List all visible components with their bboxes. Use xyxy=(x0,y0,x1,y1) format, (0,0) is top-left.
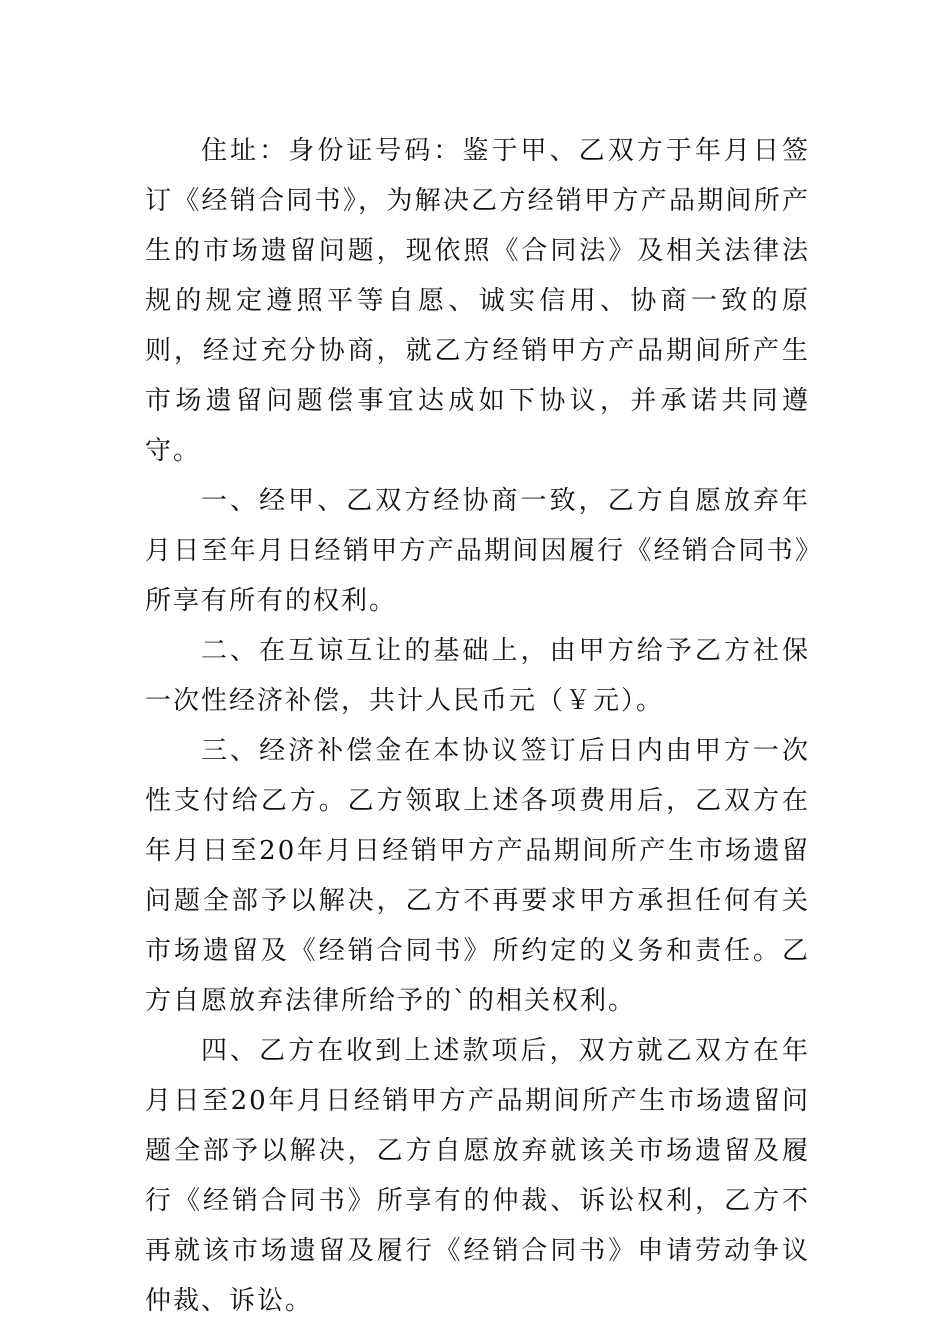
paragraph-clause-4: 四、乙方在收到上述款项后，双方就乙双方在年月日至20年月日经销甲方产品期间所产生市场遗留问题全部予以解决，乙方自愿放弃就该关市场遗留及履行《经销合同书》所享有的仲裁、诉讼权利，乙方不再就该市场遗留及履行《经销合同书》申请劳动争议仲裁、诉讼。 xyxy=(145,1036,810,1316)
paragraph-preamble: 住址：身份证号码：鉴于甲、乙双方于年月日签订《经销合同书》，为解决乙方经销甲方产品期间所产生的市场遗留问题，现依照《合同法》及相关法律法规的规定遵照平等自愿、诚实信用、协商一致的原则，经过充分协商，就乙方经销甲方产品期间所产生市场遗留问题偿事宜达成如下协议，并承诺共同遵守。 xyxy=(145,136,810,466)
paragraph-clause-2: 二、在互谅互让的基础上，由甲方给予乙方社保一次性经济补偿，共计人民币元（￥元）。 xyxy=(145,636,810,716)
document-body xyxy=(145,126,810,1326)
paragraph-clause-1: 一、经甲、乙双方经协商一致，乙方自愿放弃年月日至年月日经销甲方产品期间因履行《经销合同书》所享有所有的权利。 xyxy=(145,486,810,616)
paragraph-clause-3: 三、经济补偿金在本协议签订后日内由甲方一次性支付给乙方。乙方领取上述各项费用后，乙双方在年月日至20年月日经销甲方产品期间所产生市场遗留问题全部予以解决，乙方不再要求甲方承担任何有关市场遗留及《经销合同书》所约定的义务和责任。乙方自愿放弃法律所给予的`的相关权利。 xyxy=(145,736,810,1016)
